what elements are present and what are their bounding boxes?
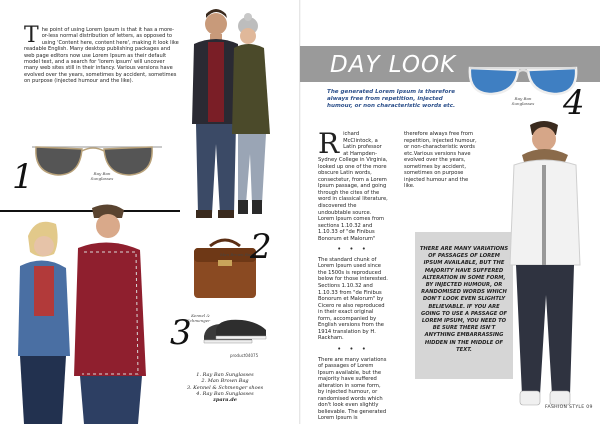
product-code: product04075 <box>230 353 259 358</box>
separator-dots-1: • • • <box>337 245 369 254</box>
item-4-caption: Ray Ban Sunglasses <box>511 96 535 106</box>
section-title: DAY LOOK <box>330 52 457 78</box>
col1-para-1-text: ichard McClintock, a Latin professor at Hampden-Sydney College in Virginia, looked up one of the more obscure Latin words, consectetur, from a Lorem Ipsum passage, and going through the cites of the word in classical literature, discovered the undoubtable source. Lorem Ipsum comes from sections 1.10.32 and 1.10.33 of "de Finibus Bonorum et Malorum" <box>318 131 388 242</box>
man-white-jacket-photo <box>500 115 586 415</box>
item-3-number: 3 <box>170 313 192 353</box>
caption-source: zpara.de <box>213 397 237 404</box>
item-3-caption: Kennel & Schmenger <box>186 313 210 323</box>
page-footer: FASHION STYLE 09 <box>545 405 593 410</box>
intro-text: he point of using Lorem Ipsum is that it has a more-or-less normal distribution of letters, as opposed to using 'Content here, content here', making it look like readable English. Many desktop publishing packages and web page editors now use Lorem Ipsum as their default model text, and a search for 'lorem ipsum' will uncover many web sites still in their infancy. Various versions have evolved over the years, sometimes by accident, sometimes on purpose (injected humour and the like). <box>24 27 179 85</box>
article-column-2 <box>404 131 478 190</box>
couple-denim-photo <box>0 196 172 424</box>
col1-para-2: The standard chunk of Lorem Ipsum used since the 1500s is reproduced below for those interested. Sections 1.10.32 and 1.10.33 from "de Finibus Bonorum et Malorum" by Cicero re also reproduced in their exact original form, accompanied by English versions from the 1914 translation by H. Rackham. <box>318 256 388 342</box>
intro-paragraph <box>24 23 180 85</box>
item-4-number: 4 <box>563 83 585 123</box>
caption-line-1: 1. Ray Ban Sunglasses <box>196 372 254 378</box>
item-2-caption: Man Brown Bag <box>220 252 253 257</box>
item-1-number: 1 <box>12 157 34 197</box>
lead-paragraph: The generated Lorem Ipsum is therefore always free from repetition, injected humour, or non characteristic words etc. <box>327 89 456 109</box>
col1-para-3: There are many variations of passages of Lorem Ipsum available, but the majority have suffered alteration in some form, by injected humour, or randomised words which don't look even slightly believable. The generated Lorem Ipsum is <box>318 356 387 422</box>
separator-dots-2: • • • <box>337 344 369 353</box>
col1-para-1 <box>318 127 388 242</box>
col1-dropcap: R <box>318 127 340 160</box>
item-2-number: 2 <box>250 227 272 267</box>
couple-winter-photo <box>176 4 288 228</box>
intro-dropcap: T <box>24 23 39 48</box>
caption-list <box>180 372 270 403</box>
article-column-1 <box>318 127 388 422</box>
pull-quote-text: THERE ARE MANY VARIATIONS OF PASSAGES OF LOREM IPSUM AVAILABLE, BUT THE MAJORITY HAVE SUFFERED ALTERATION IN SOME FORM, BY INJECTED HUMOUR, OR RANDOMISED WORDS WHICH DON'T LOOK EVEN SLIGHTLY BELIEVABLE. IF YOU ARE GOING TO USE A PASSAGE OF LOREM IPSUM, YOU NEED TO BE SURE THERE ISN'T ANYTHING EMBARRASSING HIDDEN IN THE MIDDLE OF TEXT. <box>419 246 509 353</box>
col2-para-1: therefore always free from repetition, injected humour, or non-characteristic words etc.Various versions have evolved over the years, sometimes by accident, sometimes on purpose injected humour and the like. <box>404 131 477 190</box>
caption-line-2: 2. Man Brown Bag <box>201 378 249 385</box>
caption-line-3: 3. Kennel & Schmenger shoes <box>186 384 264 391</box>
item-3-shoes <box>200 312 270 348</box>
item-1-caption: Ray Ban Sunglasses <box>90 171 114 181</box>
caption-line-4: 4. Ray Ban Sunglasses <box>196 390 254 397</box>
